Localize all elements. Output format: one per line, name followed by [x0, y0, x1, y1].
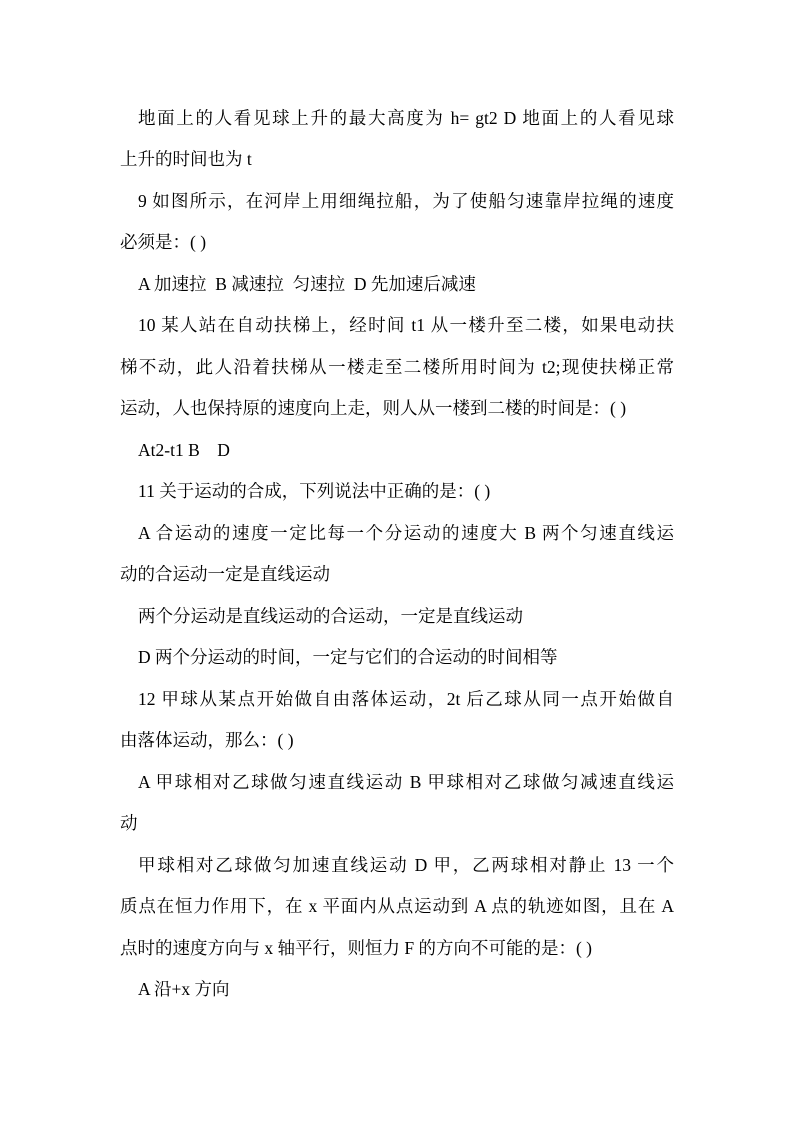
text-line: 动: [120, 813, 138, 833]
text-line: 上升的时间也为 t: [120, 149, 252, 169]
text-line: 点时的速度方向与 x 轴平行，则恒力 F 的方向不可能的是：( ): [120, 938, 593, 958]
text-line: 10 某人站在自动扶梯上，经时间 t1 从一楼升至二楼，如果电动扶: [138, 315, 674, 335]
text-line: 动的合运动一定是直线运动: [120, 564, 330, 584]
text-line: D 两个分运动的时间，一定与它们的合运动的时间相等: [138, 647, 558, 667]
text-line: 地面上的人看见球上升的最大高度为 h= gt2 D 地面上的人看见球: [138, 108, 674, 128]
text-line: At2-t1 B D: [138, 440, 230, 460]
text-line: 梯不动，此人沿着扶梯从一楼走至二楼所用时间为 t2;现使扶梯正常: [120, 357, 674, 377]
text-line: 运动，人也保持原的速度向上走，则人从一楼到二楼的时间是：( ): [120, 398, 627, 418]
text-line: 11 关于运动的合成，下列说法中正确的是：( ): [138, 481, 491, 501]
text-line: A 加速拉 B 减速拉 匀速拉 D 先加速后减速: [138, 274, 476, 294]
text-line: 必须是：( ): [120, 232, 207, 252]
text-line: A 沿+x 方向: [138, 979, 230, 999]
text-line: 9 如图所示，在河岸上用细绳拉船，为了使船匀速靠岸拉绳的速度: [138, 191, 674, 211]
text-line: 两个分运动是直线运动的合运动，一定是直线运动: [138, 606, 523, 626]
text-line: 质点在恒力作用下，在 x 平面内从点运动到 A 点的轨迹如图，且在 A: [120, 896, 674, 916]
text-line: A 合运动的速度一定比每一个分运动的速度大 B 两个匀速直线运: [138, 523, 674, 543]
text-line: 12 甲球从某点开始做自由落体运动，2t 后乙球从同一点开始做自: [138, 689, 674, 709]
text-line: A 甲球相对乙球做匀速直线运动 B 甲球相对乙球做匀减速直线运: [138, 772, 674, 792]
text-line: 甲球相对乙球做匀加速直线运动 D 甲，乙两球相对静止 13 一个: [138, 855, 674, 875]
text-line: 由落体运动，那么：( ): [120, 730, 294, 750]
